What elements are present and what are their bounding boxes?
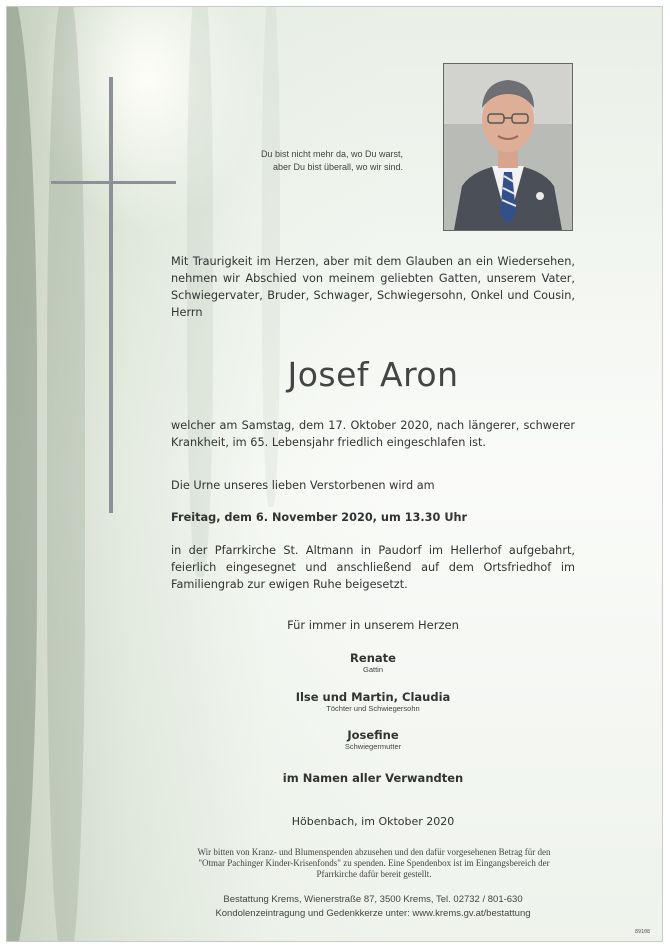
mourner-role: Töchter und Schwiegersohn xyxy=(326,704,420,713)
mourner-entry xyxy=(171,651,575,674)
quote-line: aber Du bist überall, wo wir sind. xyxy=(272,162,403,172)
quote-line: Du bist nicht mehr da, wo Du warst, xyxy=(260,149,403,159)
closing-line: Für immer in unserem Herzen xyxy=(287,618,459,632)
death-info: welcher am Samstag, dem 17. Oktober 2020, nach längerer, schwerer Krankheit, im 65. Lebensjahr friedlich eingeschlafen ist. xyxy=(171,419,575,449)
ceremony-details: in der Pfarrkirche St. Altmann in Paudorf im Hellerhof aufgebahrt, feierlich eingesegnet und anschließend auf dem Ortsfriedhof im Familiengrab zur ewigen Ruhe beigesetzt. xyxy=(171,544,575,591)
memorial-quote xyxy=(207,148,403,174)
ceremony-date: Freitag, dem 6. November 2020, um 13.30 Uhr xyxy=(171,511,468,524)
relatives-line: im Namen aller Verwandten xyxy=(282,771,464,785)
footer-condolence-link: Kondolenzeintragung und Gedenkkerze unter: www.krems.gv.at/bestattung xyxy=(215,908,531,919)
tree-trunk-decoration xyxy=(6,6,37,942)
place-date: Höbenbach, im Oktober 2020 xyxy=(291,815,455,828)
mourner-entry xyxy=(171,690,575,713)
donation-notice-line: Wir bitten von Kranz- und Blumenspenden abzusehen und den dafür vorgesehenen Betrag für den xyxy=(197,847,551,857)
mourner-role: Gattin xyxy=(362,665,383,674)
urn-intro: Die Urne unseres lieben Verstorbenen wird am xyxy=(171,479,435,492)
mourner-name: Renate xyxy=(350,651,396,665)
print-code: 89108 xyxy=(634,929,650,935)
portrait-image xyxy=(444,64,572,230)
donation-notice xyxy=(177,847,571,880)
mourner-role: Schwiegermutter xyxy=(344,742,402,751)
donation-notice-line: Pfarrkirche dafür bereit gestellt. xyxy=(316,869,432,879)
mourner-entry xyxy=(171,728,575,751)
portrait-photo xyxy=(443,63,573,231)
tree-trunk-decoration xyxy=(47,6,85,942)
cross-horizontal-bar xyxy=(51,181,176,184)
mourner-name: Ilse und Martin, Claudia xyxy=(295,690,451,704)
deceased-name: Josef Aron xyxy=(287,355,459,394)
intro-text: Mit Traurigkeit im Herzen, aber mit dem Glauben an ein Wiedersehen, nehmen wir Abschied von meinem geliebten Gatten, unserem Vater, Schwiegervater, Bruder, Schwager, Schwiegersohn, Onkel und Cousin, Herrn xyxy=(171,255,575,319)
donation-notice-line: "Otmar Pachinger Kinder-Krisenfonds" zu spenden. Eine Spendenbox ist im Eingangsbereich der xyxy=(198,858,550,868)
obituary-card xyxy=(6,6,663,942)
footer-address: Bestattung Krems, Wienerstraße 87, 3500 Krems, Tel. 02732 / 801-630 xyxy=(223,894,523,905)
cross-vertical-bar xyxy=(109,77,113,513)
funeral-home-footer xyxy=(171,893,575,921)
mourner-name: Josefine xyxy=(347,728,399,742)
